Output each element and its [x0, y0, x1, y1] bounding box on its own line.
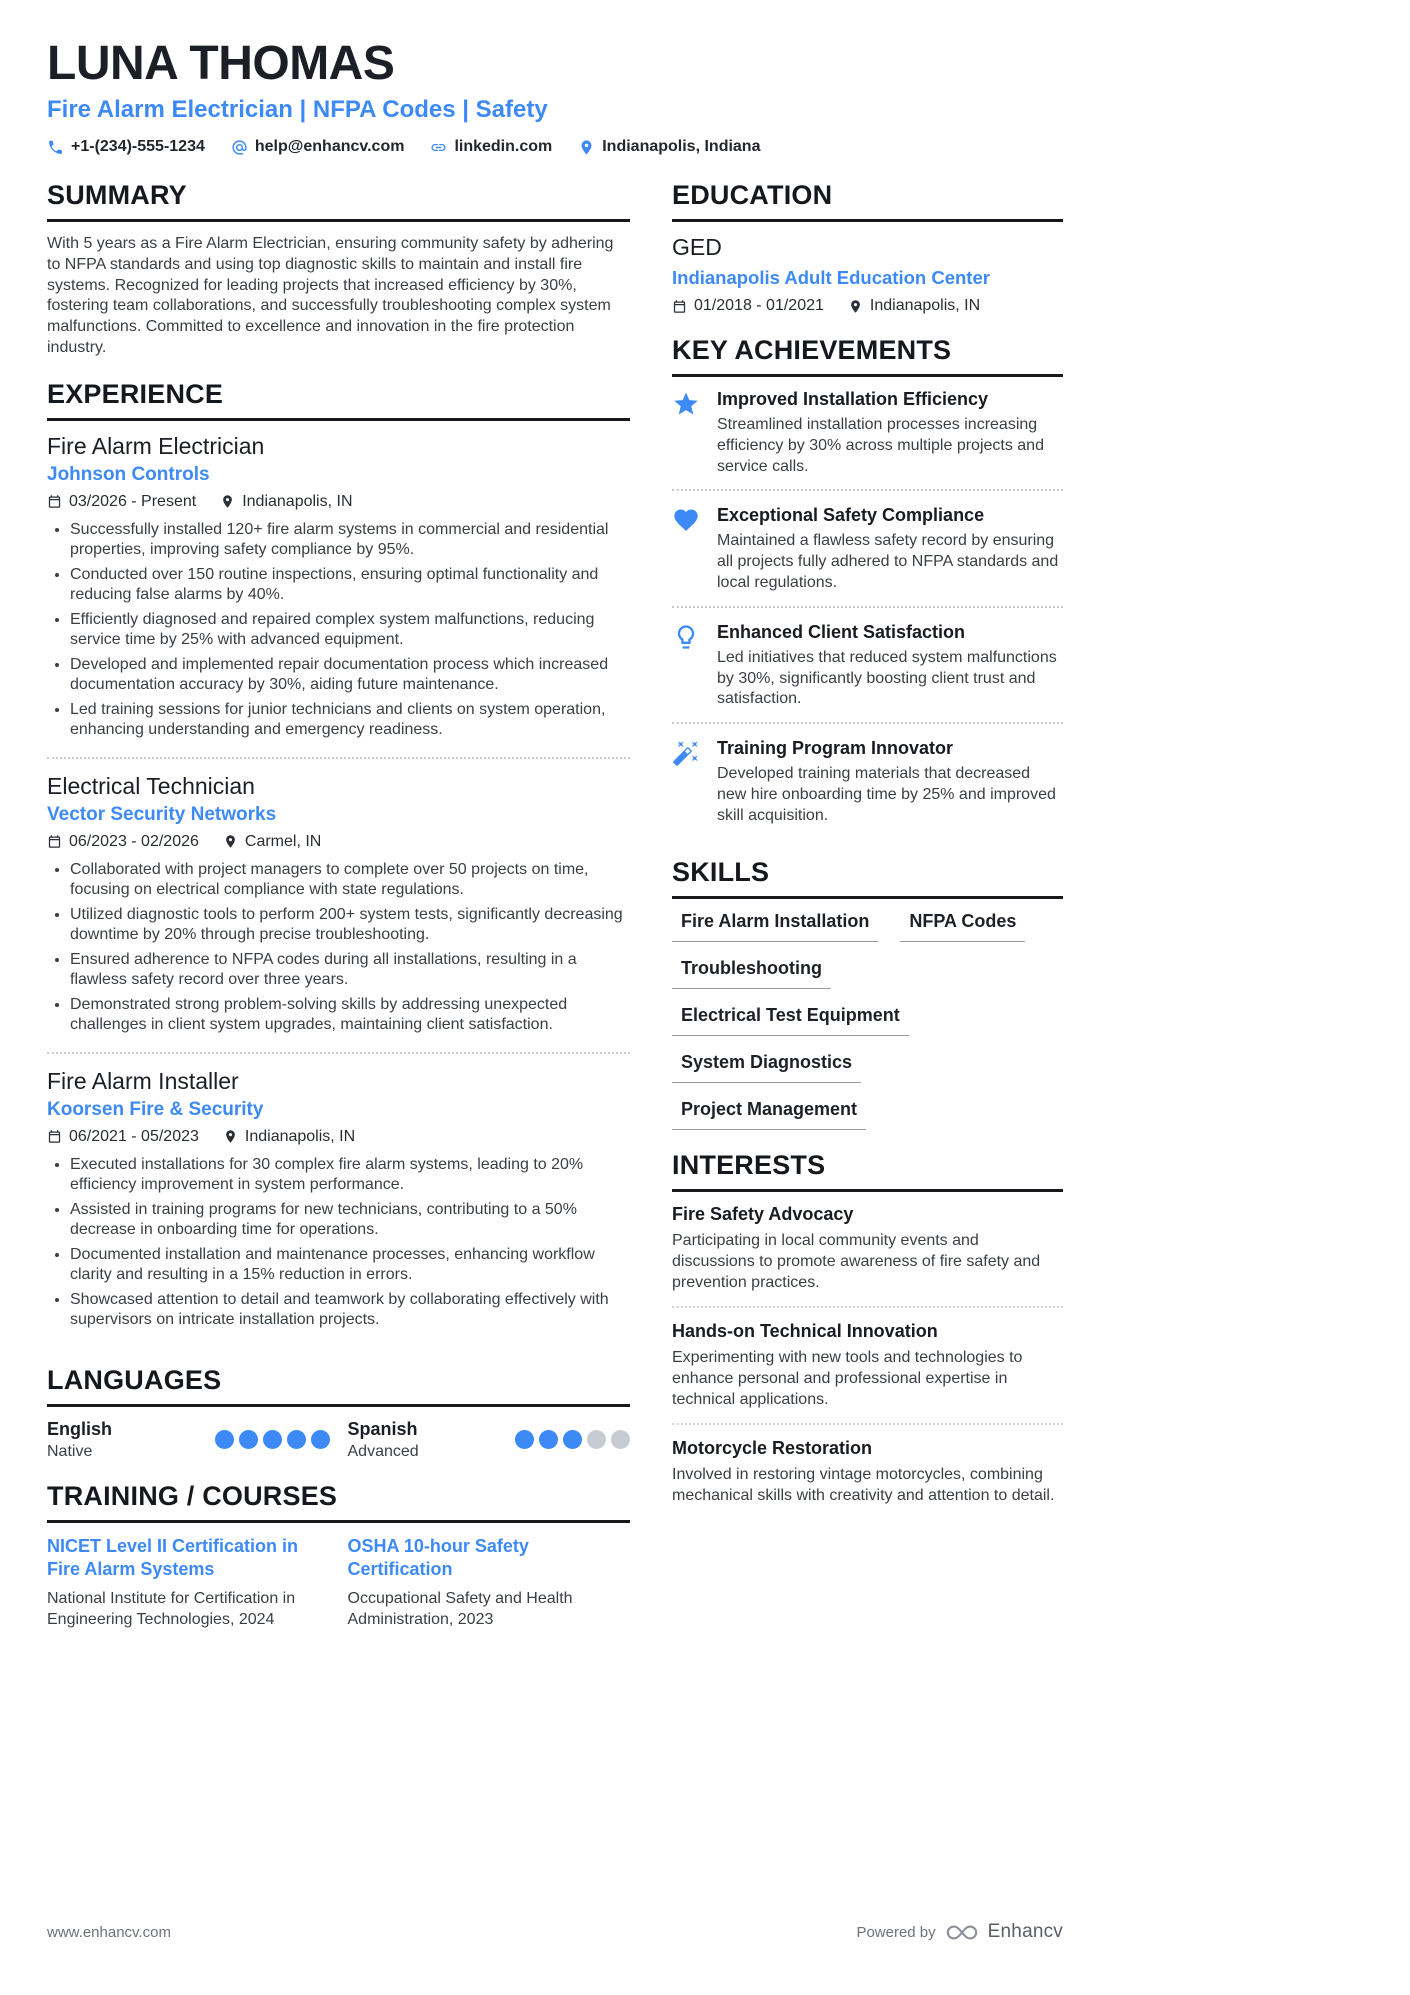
contact-location — [578, 138, 760, 156]
dotted-divider — [672, 1306, 1063, 1308]
training-heading: TRAINING / COURSES — [47, 1481, 630, 1523]
education-section — [672, 180, 1063, 315]
contact-location-text: Indianapolis, Indiana — [602, 138, 761, 155]
language-proficiency-dots — [515, 1430, 630, 1449]
calendar-icon — [47, 494, 62, 509]
language-level: Advanced — [347, 1442, 419, 1460]
job-bullet: • Collaborated with project managers to complete over 50 projects on time, focusing on electrical compliance with state regulations. — [70, 860, 630, 900]
experience-heading: EXPERIENCE — [47, 379, 630, 421]
resume-header — [47, 36, 1063, 156]
languages-heading: LANGUAGES — [47, 1365, 630, 1407]
left-column — [47, 180, 630, 1650]
company-name: Johnson Controls — [47, 463, 210, 485]
language-name: English — [47, 1418, 113, 1439]
summary-section — [47, 180, 630, 359]
achievement-item — [672, 389, 1063, 487]
achievement-description: Maintained a flawless safety record by ensuring all projects fully adhered to NFPA standards and local regulations. — [717, 532, 1059, 591]
achievement-title: Improved Installation Efficiency — [717, 389, 989, 409]
candidate-title: Fire Alarm Electrician | NFPA Codes | Safety — [47, 96, 548, 123]
location-icon — [578, 139, 595, 156]
language-level: Native — [47, 1442, 93, 1460]
course-item — [348, 1535, 631, 1630]
degree: GED — [672, 234, 722, 260]
job-meta — [47, 833, 630, 851]
contact-row — [47, 138, 1063, 156]
job-bullet: • Documented installation and maintenance processes, enhancing workflow clarity and resulting in a 15% reduction in errors. — [70, 1245, 630, 1285]
course-description: Occupational Safety and Health Administration, 2023 — [347, 1589, 573, 1628]
interests-heading: INTERESTS — [672, 1150, 1063, 1192]
dotted-divider — [672, 1423, 1063, 1425]
language-item — [348, 1419, 631, 1461]
job-dates: 03/2026 - Present — [47, 493, 196, 511]
skills-section — [672, 857, 1063, 1130]
company-name: Koorsen Fire & Security — [47, 1098, 264, 1120]
lightbulb-icon — [672, 622, 702, 710]
contact-link[interactable] — [430, 138, 552, 156]
achievements-section — [672, 335, 1063, 837]
skill-tag: Project Management — [672, 1099, 866, 1130]
calendar-icon — [47, 834, 62, 849]
location-icon — [223, 1129, 238, 1144]
education-location: Indianapolis, IN — [848, 297, 980, 315]
calendar-icon — [672, 299, 687, 314]
job-dates: 06/2023 - 02/2026 — [47, 833, 199, 851]
job-title: Electrical Technician — [47, 772, 255, 799]
job-bullet: • Conducted over 150 routine inspections, ensuring optimal functionality and reducing false alarms by 40%. — [70, 565, 630, 605]
school-name: Indianapolis Adult Education Center — [672, 267, 990, 288]
enhancv-logo-icon — [946, 1925, 978, 1940]
job-bullet: • Led training sessions for junior technicians and clients on system operation, enhancing understanding and emergency readiness. — [70, 700, 630, 740]
interest-description: Participating in local community events and discussions to promote awareness of fire safety and prevention practices. — [672, 1231, 1041, 1291]
achievement-description: Led initiatives that reduced system malfunctions by 30%, significantly boosting client trust and satisfaction. — [717, 648, 1057, 708]
languages-section — [47, 1365, 630, 1461]
interest-title: Hands-on Technical Innovation — [672, 1320, 938, 1341]
achievement-description: Developed training materials that decreased new hire onboarding time by 25% and improved skill acquisition. — [717, 765, 1056, 824]
job-bullet: • Demonstrated strong problem-solving skills by addressing unexpected challenges in client system upgrades, maintaining client satisfaction. — [70, 995, 630, 1035]
job-bullets — [70, 1155, 630, 1330]
company-name: Vector Security Networks — [47, 803, 277, 825]
experience-section — [47, 379, 630, 1345]
dotted-divider — [672, 606, 1063, 608]
interest-description: Involved in restoring vintage motorcycles, combining mechanical skills with creativity and attention to detail. — [672, 1466, 1055, 1505]
job-bullet: • Assisted in training programs for new technicians, contributing to a 50% decrease in onboarding time for operations. — [70, 1200, 630, 1240]
wand-icon — [672, 738, 702, 826]
language-proficiency-dots — [215, 1430, 330, 1449]
skill-tag: System Diagnostics — [672, 1052, 861, 1083]
interest-item — [672, 1321, 1063, 1410]
achievement-item — [672, 738, 1063, 836]
education-meta — [672, 297, 1063, 315]
contact-email-text: help@enhancv.com — [254, 138, 405, 155]
interest-description: Experimenting with new tools and technologies to enhance personal and professional expertise in technical applications. — [672, 1348, 1023, 1409]
education-dates: 01/2018 - 01/2021 — [672, 297, 824, 315]
dotted-divider — [47, 1052, 630, 1054]
summary-heading: SUMMARY — [47, 180, 630, 222]
education-heading: EDUCATION — [672, 180, 1063, 222]
candidate-name: LUNA THOMAS — [47, 37, 395, 90]
dotted-divider — [672, 722, 1063, 724]
skill-tag: NFPA Codes — [900, 911, 1025, 942]
job-bullets — [70, 520, 630, 740]
skill-tag: Troubleshooting — [672, 958, 831, 989]
interest-item — [672, 1438, 1063, 1506]
job-bullet: • Efficiently diagnosed and repaired complex system malfunctions, reducing service time by 25% with advanced equipment. — [70, 610, 630, 650]
job-bullet: • Successfully installed 120+ fire alarm systems in commercial and residential properties, improving safety compliance by 95%. — [70, 520, 630, 560]
calendar-icon — [47, 1129, 62, 1144]
interest-item — [672, 1204, 1063, 1293]
contact-phone-text: +1-(234)-555-1234 — [71, 138, 205, 155]
summary-text: With 5 years as a Fire Alarm Electrician, ensuring community safety by adhering to NFPA standards and using top diagnostic skills to maintain and install fire systems. Recognized for leading projects that increased efficiency by 30%, fostering team collaborations, and successfully troubleshooting complex system malfunctions. Committed to excellence and innovation in the fire protection industry. — [47, 235, 614, 356]
achievement-title: Enhanced Client Satisfaction — [717, 621, 966, 642]
course-title: OSHA 10-hour Safety Certification — [347, 1535, 529, 1580]
skills-heading: SKILLS — [672, 857, 1063, 899]
contact-email[interactable] — [231, 138, 405, 156]
job-bullet: • Ensured adherence to NFPA codes during all installations, resulting in a flawless safety record over three years. — [70, 950, 630, 990]
course-title: NICET Level II Certification in Fire Alarm Systems — [47, 1535, 299, 1580]
job-location: Indianapolis, IN — [220, 493, 352, 511]
skill-tag: Electrical Test Equipment — [672, 1005, 909, 1036]
training-section — [47, 1481, 630, 1630]
language-name: Spanish — [347, 1418, 418, 1439]
achievement-item — [672, 505, 1063, 603]
powered-by-label: Powered by — [856, 1923, 936, 1941]
dotted-divider — [672, 489, 1063, 491]
contact-link-text: linkedin.com — [454, 138, 553, 155]
language-item — [47, 1419, 330, 1461]
location-icon — [848, 299, 863, 314]
experience-entry — [47, 433, 630, 755]
heart-icon — [672, 505, 702, 593]
interests-section — [672, 1150, 1063, 1507]
location-icon — [223, 834, 238, 849]
link-icon — [430, 139, 447, 156]
brand-name: Enhancv — [987, 1921, 1063, 1942]
right-column — [672, 180, 1063, 1650]
achievement-title: Exceptional Safety Compliance — [717, 505, 985, 526]
star-icon — [672, 389, 702, 477]
skills-list — [672, 911, 1063, 1130]
location-icon — [220, 494, 235, 509]
powered-by — [856, 1921, 1063, 1943]
job-meta — [47, 493, 630, 511]
achievement-description: Streamlined installation processes increasing efficiency by 30% across multiple projects and service calls. — [717, 416, 1044, 475]
job-bullets — [70, 860, 630, 1035]
course-item — [47, 1535, 330, 1630]
page-footer — [47, 1921, 1063, 1943]
job-bullet: • Utilized diagnostic tools to perform 200+ system tests, significantly decreasing downtime by 20% through precise troubleshooting. — [70, 905, 630, 945]
job-location: Indianapolis, IN — [223, 1128, 355, 1146]
experience-entry — [47, 773, 630, 1050]
phone-icon — [47, 139, 64, 156]
job-dates: 06/2021 - 05/2023 — [47, 1128, 199, 1146]
experience-entry — [47, 1068, 630, 1345]
course-description: National Institute for Certification in Engineering Technologies, 2024 — [47, 1589, 296, 1628]
achievement-item — [672, 622, 1063, 720]
contact-phone — [47, 138, 205, 156]
interest-title: Fire Safety Advocacy — [672, 1203, 854, 1224]
job-location: Carmel, IN — [223, 833, 321, 851]
job-bullet: • Developed and implemented repair documentation process which increased documentation accuracy by 30%, aiding future maintenance. — [70, 655, 630, 695]
job-bullet: • Showcased attention to detail and teamwork by collaborating effectively with supervisors on intricate installation projects. — [70, 1290, 630, 1330]
job-title: Fire Alarm Installer — [47, 1067, 239, 1094]
job-meta — [47, 1128, 630, 1146]
email-icon — [231, 139, 248, 156]
achievement-title: Training Program Innovator — [717, 738, 954, 759]
skill-tag: Fire Alarm Installation — [672, 911, 878, 942]
job-title: Fire Alarm Electrician — [47, 432, 265, 459]
achievements-heading: KEY ACHIEVEMENTS — [672, 335, 1063, 377]
job-bullet: • Executed installations for 30 complex fire alarm systems, leading to 20% efficiency improvement in system performance. — [70, 1155, 630, 1195]
dotted-divider — [47, 757, 630, 759]
interest-title: Motorcycle Restoration — [672, 1438, 873, 1459]
footer-url[interactable]: www.enhancv.com — [47, 1923, 171, 1941]
